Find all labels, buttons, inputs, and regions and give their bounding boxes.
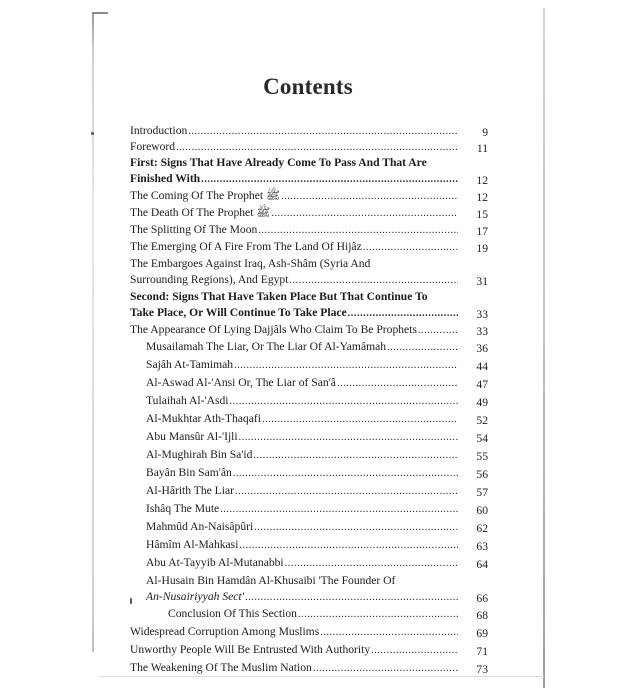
toc-entry-title: Surrounding Regions), And Egypt [130, 273, 289, 286]
toc-entry[interactable] [130, 641, 458, 658]
toc-leader-dots [239, 429, 458, 446]
toc-entry[interactable] [146, 464, 458, 481]
toc-page-number: 17 [476, 225, 488, 238]
toc-page-number: 44 [476, 360, 488, 373]
toc-leader-dots [281, 188, 458, 205]
toc-page-number: 62 [476, 522, 488, 535]
toc-entry[interactable] [130, 659, 458, 676]
toc-page-number: 73 [476, 663, 488, 676]
toc-leader-dots [254, 519, 458, 536]
toc-page-number: 55 [476, 450, 488, 463]
toc-entry-title-line: First: Signs That Have Already Come To Pass And That Are [130, 156, 427, 169]
toc-entry[interactable] [130, 187, 458, 204]
toc-page-number: 52 [476, 414, 488, 427]
toc-page-number: 11 [476, 142, 488, 155]
toc-entry-title: Conclusion Of This Section [168, 607, 297, 620]
toc-entry-title: Introduction [130, 124, 188, 137]
toc-entry[interactable] [130, 271, 458, 288]
toc-entry[interactable] [146, 446, 458, 463]
toc-entry-title-line: The Embargoes Against Iraq, Ash-Shâm (Syria And [130, 257, 371, 270]
toc-entry-title: Abu Mansûr Al-'Ijli [146, 430, 238, 443]
toc-page-number: 60 [476, 504, 488, 517]
toc-entry[interactable] [130, 238, 458, 255]
toc-leader-dots [234, 357, 458, 374]
toc-entry[interactable] [130, 138, 458, 155]
toc-leader-dots [235, 483, 458, 500]
toc-leader-dots [418, 322, 458, 339]
toc-leader-dots [253, 447, 458, 464]
toc-entry-title: Finished With [130, 172, 201, 185]
toc-leader-dots [271, 205, 458, 222]
toc-leader-dots [230, 393, 458, 410]
toc-entry-title: The Emerging Of A Fire From The Land Of Hijâz [130, 240, 362, 253]
toc-leader-dots [245, 589, 458, 606]
toc-entry-title: The Weakening Of The Muslim Nation [130, 661, 312, 674]
toc-entry[interactable] [146, 338, 458, 355]
toc-page-number: 56 [476, 468, 488, 481]
toc-page-number: 15 [476, 208, 488, 221]
toc-page-number: 64 [476, 558, 488, 571]
toc-entry[interactable] [146, 356, 458, 373]
toc-entry-title: Foreword [130, 140, 176, 153]
toc-leader-dots [233, 465, 458, 482]
toc-leader-dots [239, 537, 458, 554]
toc-leader-dots [313, 660, 458, 677]
toc-entry[interactable] [146, 374, 458, 391]
toc-leader-dots [285, 555, 458, 572]
toc-leader-dots [201, 171, 458, 188]
toc-entry-title: Al-Hârith The Liar [146, 484, 234, 497]
toc-page-number: 57 [476, 486, 488, 499]
toc-leader-dots [289, 272, 458, 289]
toc-entry[interactable] [146, 588, 458, 605]
toc-entry[interactable] [146, 500, 458, 517]
toc-leader-dots [363, 239, 458, 256]
toc-page-number: 31 [476, 275, 488, 288]
toc-entry-title-line: Al-Husain Bin Hamdân Al-Khusaibi 'The Founder Of [146, 574, 396, 587]
toc-leader-dots [220, 501, 458, 518]
toc-entry[interactable] [146, 482, 458, 499]
toc-entry[interactable] [130, 304, 458, 321]
toc-leader-dots [320, 624, 458, 641]
toc-entry[interactable] [146, 410, 458, 427]
toc-page-number: 49 [476, 396, 488, 409]
toc-entry-title: The Death Of The Prophet ﷺ [130, 206, 271, 219]
toc-page-number: 19 [476, 242, 488, 255]
toc-entry-title: Al-Mughirah Bin Sa'id [146, 448, 253, 461]
toc-entry-title-line: Second: Signs That Have Taken Place But That Continue To [130, 290, 428, 303]
toc-page-number: 33 [476, 325, 488, 338]
toc-entry-title: Ishâq The Mute [146, 502, 220, 515]
toc-page-number: 68 [476, 609, 488, 622]
toc-page-number: 71 [476, 645, 488, 658]
toc-entry-title: Al-Aswad Al-'Ansi Or, The Liar of San'â [146, 376, 336, 389]
toc-entry[interactable] [146, 554, 458, 571]
toc-entry-title: Sajâh At-Tamimah [146, 358, 234, 371]
toc-entry[interactable] [146, 428, 458, 445]
toc-leader-dots [262, 411, 458, 428]
toc-page-number: 66 [476, 592, 488, 605]
toc-page-number: 63 [476, 540, 488, 553]
toc-entry-title: Mahmûd An-Naisâpûri [146, 520, 254, 533]
toc-entry-title: An-Nusairiyyah Sect' [146, 590, 245, 603]
page-right-edge [543, 8, 545, 688]
page-corner-mark [92, 12, 108, 14]
toc-leader-dots [258, 222, 458, 239]
toc-entry[interactable] [130, 204, 458, 221]
toc-entry[interactable] [168, 605, 458, 622]
toc-entry[interactable] [130, 170, 458, 187]
toc-leader-dots [348, 305, 458, 322]
toc-entry-title: Take Place, Or Will Continue To Take Place [130, 306, 347, 319]
toc-entry[interactable] [130, 321, 458, 338]
toc-entry[interactable] [146, 536, 458, 553]
toc-entry-title: Bayân Bin Sam'ân [146, 466, 232, 479]
toc-entry-title: The Splitting Of The Moon [130, 223, 258, 236]
toc-entry-title: The Appearance Of Lying Dajjâls Who Claim To Be Prophets [130, 323, 417, 336]
toc-entry-title: Tulaihah Al-'Asdi [146, 394, 229, 407]
toc-entry[interactable] [130, 122, 458, 139]
scan-speck [130, 598, 132, 604]
toc-page-number: 12 [476, 174, 488, 187]
toc-page-number: 36 [476, 342, 488, 355]
toc-page-number: 9 [482, 126, 488, 139]
toc-entry[interactable] [146, 392, 458, 409]
page-left-edge [92, 12, 94, 652]
toc-entry-title: Al-Mukhtar Ath-Thaqafi [146, 412, 261, 425]
toc-entry-title: Unworthy People Will Be Entrusted With Authority [130, 643, 371, 656]
toc-entry-title: The Coming Of The Prophet ﷺ [130, 189, 281, 202]
toc-leader-dots [298, 606, 458, 623]
toc-entry[interactable] [146, 518, 458, 535]
scan-speck [91, 132, 94, 135]
toc-entry-title: Widespread Corruption Among Muslims [130, 625, 320, 638]
toc-page-number: 69 [476, 627, 488, 640]
toc-page-number: 47 [476, 378, 488, 391]
toc-page-number: 54 [476, 432, 488, 445]
page-title: Contents [263, 74, 353, 99]
toc-entry[interactable] [130, 623, 458, 640]
toc-entry[interactable] [130, 221, 458, 238]
toc-page-number: 33 [476, 308, 488, 321]
toc-leader-dots [337, 375, 458, 392]
toc-leader-dots [371, 642, 458, 659]
toc-entry-title: Hâmîm Al-Mahkasi [146, 538, 239, 551]
toc-entry-title: Musailamah The Liar, Or The Liar Of Al-Yamâmah [146, 340, 387, 353]
toc-leader-dots [387, 339, 458, 356]
toc-entry-title: Abu At-Tayyib Al-Mutanabbi [146, 556, 284, 569]
toc-page-number: 12 [476, 191, 488, 204]
